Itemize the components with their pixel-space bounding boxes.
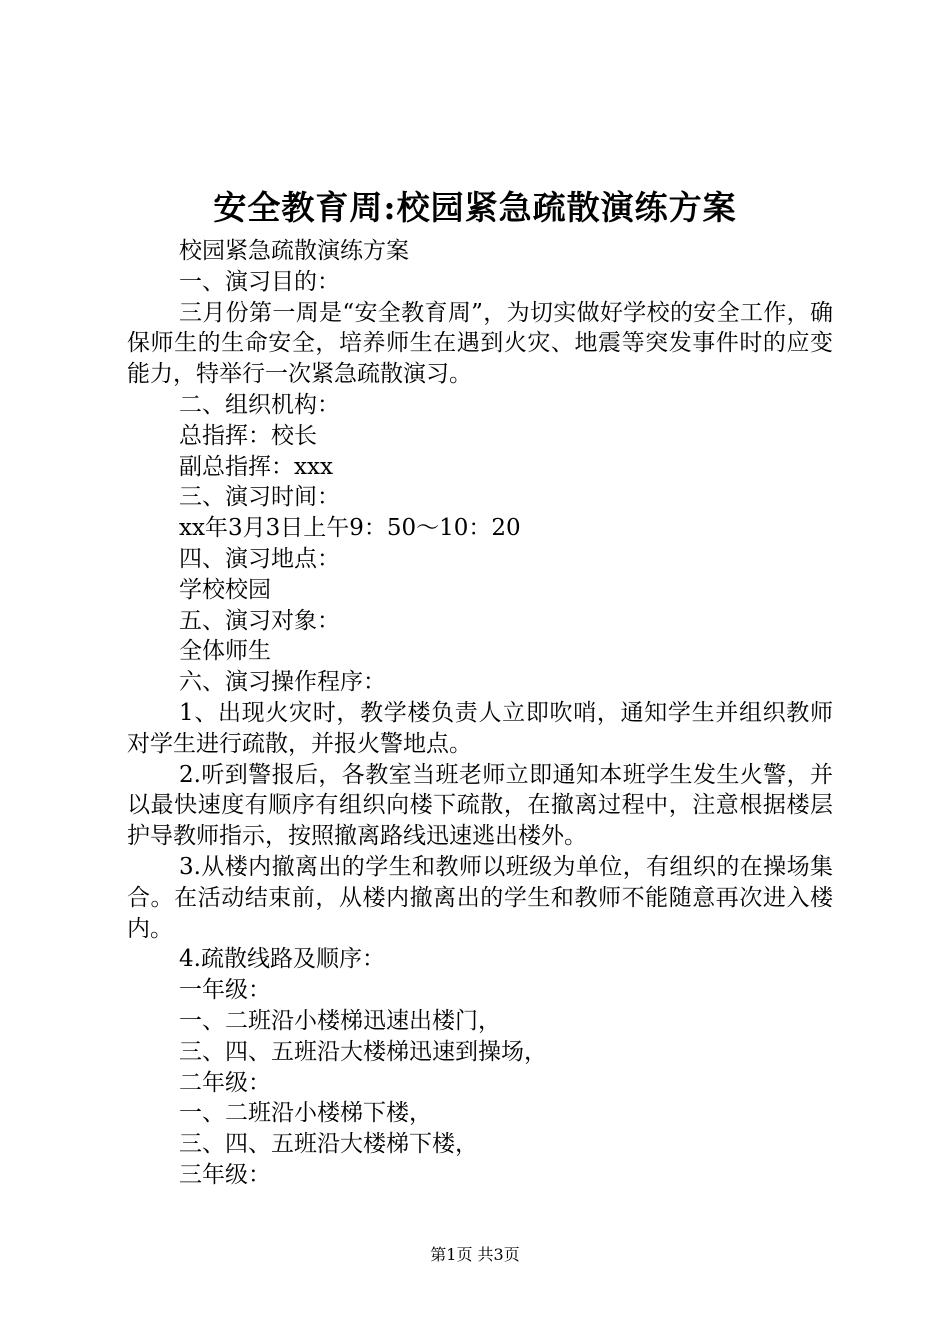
paragraph-step-2: 2.听到警报后，各教室当班老师立即通知本班学生发生火警，并以最快速度有顺序有组织向楼下疏散，在撤离过程中，注意根据楼层护导教师指示，按照撤离路线迅速逃出楼外。: [127, 761, 833, 850]
section-heading-organization: 二、组织机构：: [179, 391, 340, 418]
subtitle: 校园紧急疏散演练方案: [179, 238, 409, 264]
document-title: 安全教育周:校园紧急疏散演练方案: [213, 188, 737, 227]
paragraph-purpose: 三月份第一周是“安全教育周”，为切实做好学校的安全工作，确保师生的生命安全，培养师生在遇到火灾、地震等突发事件时的应变能力，特举行一次紧急疏散演习。: [127, 299, 833, 388]
grade-2-route-1: 一、二班沿小楼梯下楼，: [179, 1100, 432, 1127]
section-heading-time: 三、演习时间：: [179, 484, 340, 511]
grade-1-route-2: 三、四、五班沿大楼梯迅速到操场，: [179, 1038, 547, 1065]
section-heading-purpose: 一、演习目的：: [179, 268, 340, 295]
drill-participants-line: 全体师生: [179, 638, 271, 665]
section-heading-participants: 五、演习对象：: [179, 607, 340, 634]
drill-time-line: xx年3月3日上午9：50～10：20: [179, 515, 521, 542]
deputy-commander-line: 副总指挥：xxx: [179, 453, 333, 480]
grade-1-heading: 一年级：: [179, 977, 271, 1004]
grade-2-heading: 二年级：: [179, 1069, 271, 1096]
grade-1-route-1: 一、二班沿小楼梯迅速出楼门，: [179, 1007, 501, 1034]
section-heading-location: 四、演习地点：: [179, 545, 340, 572]
drill-location-line: 学校校园: [179, 576, 271, 603]
paragraph-step-3: 3.从楼内撤离出的学生和教师以班级为单位，有组织的在操场集合。在活动结束前，从楼内撤离出的学生和教师不能随意再次进入楼内。: [127, 853, 833, 942]
paragraph-step-1: 1、出现火灾时，教学楼负责人立即吹哨，通知学生并组织教师对学生进行疏散，并报火警地点。: [127, 699, 833, 757]
grade-2-route-2: 三、四、五班沿大楼梯下楼，: [179, 1131, 478, 1158]
section-heading-procedure: 六、演习操作程序：: [179, 669, 386, 696]
document-body: [127, 236, 833, 1191]
commander-line: 总指挥：校长: [179, 422, 317, 449]
page-footer: 第1页 共3页: [430, 1245, 520, 1264]
step-4-heading: 4.疏散线路及顺序：: [179, 946, 385, 973]
grade-3-heading: 三年级：: [179, 1161, 271, 1188]
